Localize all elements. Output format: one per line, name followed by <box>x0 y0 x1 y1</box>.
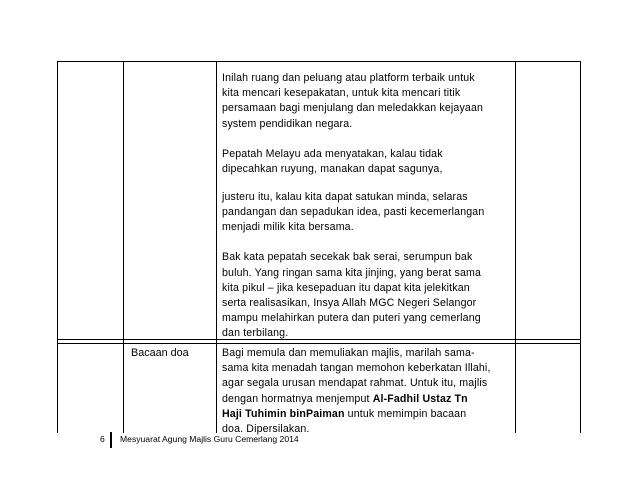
page-number: 6 <box>100 434 105 444</box>
text-line: sama kita menadah tangan memohon keberkatan Illahi, <box>222 362 491 375</box>
paragraph <box>222 250 484 341</box>
text-line: Bagi memula dan memuliakan majlis, marilah sama- <box>222 347 475 359</box>
footer-divider <box>110 432 112 448</box>
invitee-name: Haji Tuhimin binPaiman <box>222 407 345 420</box>
table-top-border <box>57 61 581 62</box>
text-line <box>222 392 491 407</box>
text-line: justeru itu, kalau kita dapat satukan minda, selaras <box>222 190 468 203</box>
text-line: persamaan bagi menjulang dan meledakkan kejayaan <box>222 102 484 115</box>
text-line: mampu melahirkan putera dan puteri yang cemerlang <box>222 312 481 325</box>
column-border <box>515 61 516 433</box>
text-line: buluh. Yang ringan sama kita jinjing, yang berat sama <box>222 266 482 279</box>
text-line: doa. Dipersilakan. <box>222 423 310 436</box>
column-border <box>57 61 58 433</box>
paragraph <box>222 71 484 132</box>
text-line: kita mencari kesepakatan, untuk kita mencari titik <box>222 87 461 100</box>
footer-title: Mesyuarat Agung Majlis Guru Cemerlang 2014 <box>120 434 299 444</box>
row-divider-inner <box>57 343 581 344</box>
speech-text-cell <box>222 71 484 342</box>
text-plain: dengan hormatnya menjemput <box>222 392 373 405</box>
text-line: Pepatah Melayu ada menyatakan, kalau tidak <box>222 148 443 160</box>
agenda-item-label: Bacaan doa <box>131 347 189 359</box>
text-line: Bak kata pepatah secekak bak serai, serumpun bak <box>222 251 473 264</box>
paragraph <box>222 190 484 236</box>
text-line: agar segala urusan mendapat rahmat. Untuk itu, majlis <box>222 377 488 390</box>
text-line: kita pikul – jika kesepaduan itu dapat kita jelekitkan <box>222 281 470 294</box>
text-line: menjadi milik kita bersama. <box>222 221 354 233</box>
column-border <box>216 61 217 433</box>
text-line: pandangan dan sepadukan idea, pasti kecemerlangan <box>222 205 485 218</box>
text-line: dipecahkan ruyung, manakan dapat sagunya, <box>222 163 443 176</box>
text-plain: untuk memimpin bacaan <box>344 407 467 420</box>
text-line: system pendidikan negara. <box>222 117 353 130</box>
column-border <box>580 61 581 433</box>
text-line: serta realisasikan, Insya Allah MGC Negeri Selangor <box>222 297 477 309</box>
text-line <box>222 407 491 422</box>
column-border <box>123 61 124 433</box>
speech-text-cell <box>222 346 491 437</box>
paragraph <box>222 147 484 177</box>
invitee-name: Al-Fadhil Ustaz Tn <box>372 392 468 405</box>
text-line: dan terbilang. <box>222 327 289 340</box>
text-line: Inilah ruang dan peluang atau platform terbaik untuk <box>222 72 475 84</box>
